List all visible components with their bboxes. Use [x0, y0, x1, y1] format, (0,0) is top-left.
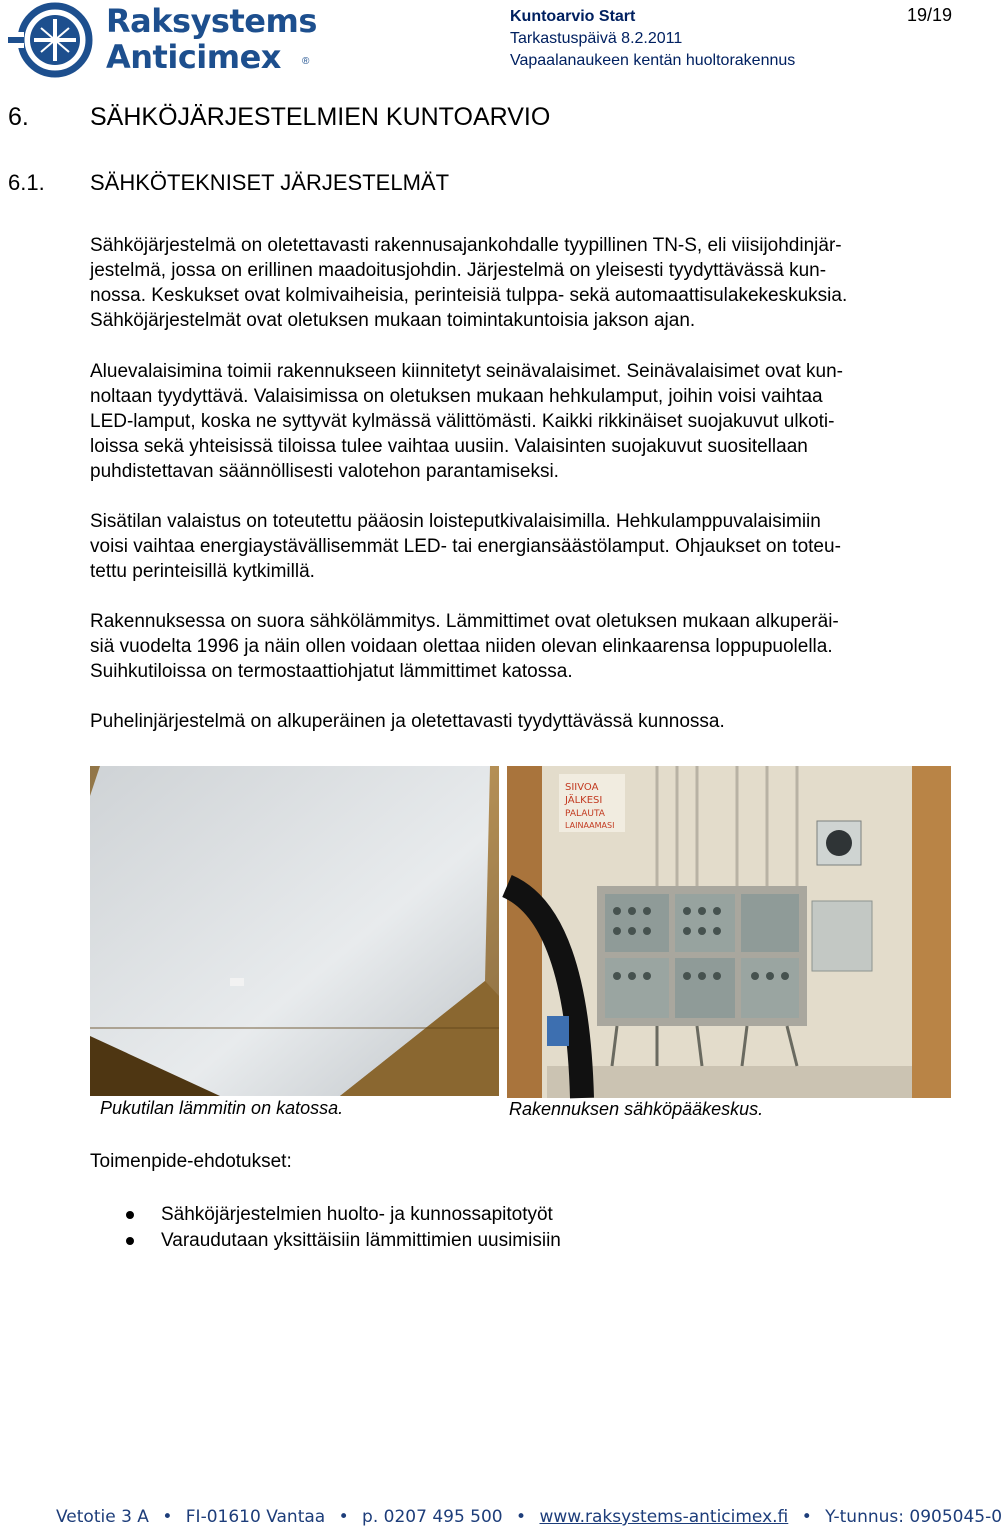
paragraph-outdoor-lighting [90, 359, 952, 484]
footer-separator: • [801, 1507, 812, 1527]
subsection-number: 6.1. [8, 170, 45, 195]
list-item [90, 1202, 561, 1228]
text-line: noltaan tyydyttävä. Valaisimissa on oletuksen mukaan hehkulamput, joihin voisi vaihtaa [90, 386, 823, 407]
paragraph-telephone [90, 709, 952, 734]
sign-line: JÄLKESI [565, 795, 603, 806]
project-name: Vapaalanaukeen kentän huoltorakennus [510, 52, 796, 69]
footer-business-id: Y-tunnus: 0905045-0 [825, 1507, 1002, 1527]
logo-emblem-icon [6, 2, 104, 78]
sign-line: SIIVOA [565, 782, 599, 793]
list-item [90, 1228, 561, 1254]
footer-website-link[interactable]: www.raksystems-anticimex.fi [539, 1507, 789, 1527]
text-line: Rakennuksessa on suora sähkölämmitys. Lämmittimet ovat oletuksen mukaan alkuperäi- [90, 611, 839, 632]
page-footer [56, 1507, 1002, 1527]
text-line: Puhelinjärjestelmä on alkuperäinen ja oletettavasti tyydyttävässä kunnossa. [90, 711, 725, 732]
footer-separator: • [162, 1507, 173, 1527]
text-line: tettu perinteisillä kytkimillä. [90, 561, 315, 582]
bullet-icon [126, 1237, 134, 1245]
text-line: voisi vaihtaa energiaystävällisemmät LED- tai energiansäästölamput. Ohjaukset on toteu- [90, 536, 841, 557]
list-item-text: Sähköjärjestelmien huolto- ja kunnossapitotyöt [161, 1204, 553, 1225]
photo-electrical-panel [507, 766, 951, 1098]
text-line: nossa. Keskukset ovat kolmivaiheisia, perinteisiä tulppa- sekä automaattisulakekeskuksia. [90, 285, 848, 306]
logo-text-line2: Anticimex [106, 38, 281, 76]
footer-address: Vetotie 3 A [56, 1507, 149, 1527]
footer-phone: p. 0207 495 500 [362, 1507, 503, 1527]
footer-separator: • [516, 1507, 527, 1527]
text-line: Sähköjärjestelmä on oletettavasti rakennusajankohdalle tyypillinen TN-S, eli viisijohdinjär- [90, 235, 842, 256]
registered-mark: ® [302, 56, 310, 67]
text-line: LED-lamput, koska ne syttyvät kylmässä välittömästi. Kaikki rikkinäiset suojakuvut ulkoti- [90, 411, 835, 432]
section-heading [8, 103, 550, 132]
actions-heading: Toimenpide-ehdotukset: [90, 1151, 292, 1172]
footer-separator: • [338, 1507, 349, 1527]
bullet-icon [126, 1211, 134, 1219]
subsection-heading [8, 170, 449, 196]
list-item-text: Varaudutaan yksittäisiin lämmittimien uusimisiin [161, 1230, 561, 1251]
paragraph-electrical-system [90, 233, 952, 333]
text-line: jestelmä, jossa on erillinen maadoitusjohdin. Järjestelmä on yleisesti tyydyttävässä kun- [90, 260, 827, 281]
text-line: loissa sekä yhteisissä tiloissa tulee vaihtaa uusiin. Valaisinten suojakuvut suositellaan [90, 436, 808, 457]
page-number: 19/19 [906, 5, 952, 25]
sign-line: LAINAAMASI [565, 821, 615, 830]
text-line: Sähköjärjestelmät ovat oletuksen mukaan toimintakuntoisia jakson ajan. [90, 310, 696, 331]
report-title: Kuntoarvio Start [510, 8, 636, 25]
caption-right-photo: Rakennuksen sähköpääkeskus. [509, 1099, 764, 1119]
text-line: Sisätilan valaistus on toteutettu pääosin loisteputkivalaisimilla. Hehkulamppuvalaisimiin [90, 511, 821, 532]
text-line: Aluevalaisimina toimii rakennukseen kiinnitetyt seinävalaisimet. Seinävalaisimet ovat kun- [90, 361, 843, 382]
caption-left-photo: Pukutilan lämmitin on katossa. [100, 1098, 344, 1118]
footer-postal: FI-01610 Vantaa [185, 1507, 326, 1527]
document-header [510, 6, 795, 72]
sign-line: PALAUTA [565, 809, 605, 819]
section-title: SÄHKÖJÄRJESTELMIEN KUNTOARVIO [90, 103, 551, 131]
subsection-title: SÄHKÖTEKNISET JÄRJESTELMÄT [90, 170, 450, 195]
text-line: puhdistettavan säännöllisesti valotehon parantamiseksi. [90, 461, 559, 482]
text-line: Suihkutiloissa on termostaattiohjatut lämmittimet katossa. [90, 661, 573, 682]
photo-ceiling-heater [90, 766, 499, 1096]
logo-text-line1: Raksystems [106, 2, 317, 40]
section-number: 6. [8, 103, 29, 131]
inspection-date: Tarkastuspäivä 8.2.2011 [510, 30, 683, 47]
paragraph-heating [90, 609, 952, 684]
company-logo [6, 2, 316, 78]
paragraph-indoor-lighting [90, 509, 952, 584]
text-line: siä vuodelta 1996 ja näin ollen voidaan olettaa niiden olevan elinkaarensa loppupuolella. [90, 636, 833, 657]
actions-list [90, 1202, 561, 1254]
